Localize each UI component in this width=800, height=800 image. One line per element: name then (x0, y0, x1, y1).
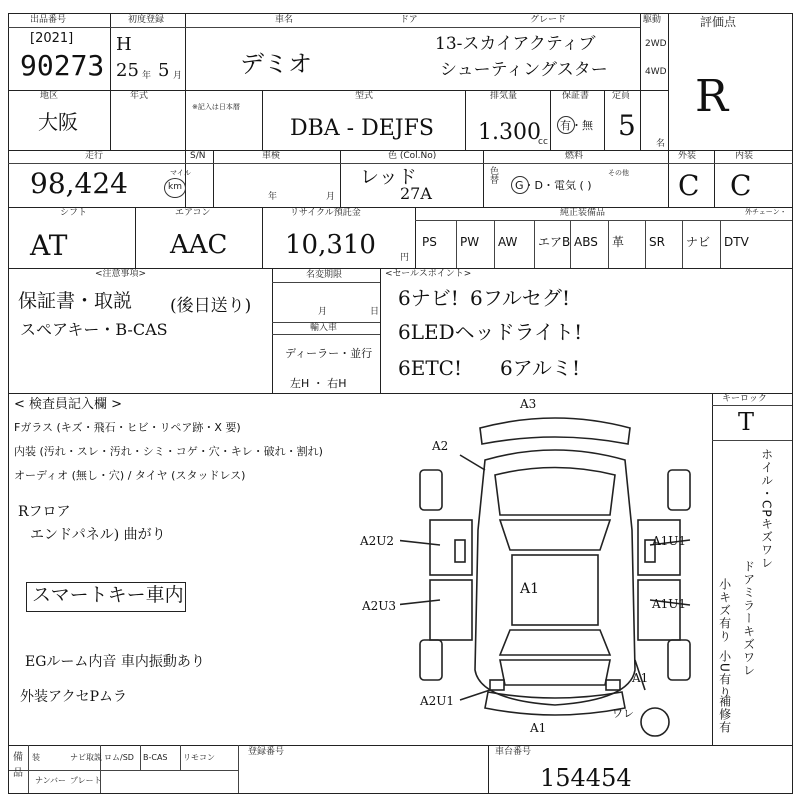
region-value: 大阪 (38, 110, 78, 134)
key-lock-value: T (738, 408, 755, 436)
footer-top (8, 745, 793, 746)
key-lock-label: キーロック (722, 394, 767, 404)
color-label: 色 (Col.No) (388, 151, 437, 161)
frame-left (8, 13, 9, 793)
model-label: 型式 (355, 91, 374, 101)
reg-year: 25 (116, 60, 139, 81)
meigi-label: 名変期限 (306, 270, 343, 280)
equipment-item: DTV (724, 235, 749, 249)
equipment-item: 革 (612, 235, 625, 249)
mileage-value: 98,424 (30, 167, 128, 200)
accessory-label: B-CAS (143, 753, 168, 762)
diagram-front-left: A2 (432, 439, 449, 453)
equipment-item: AW (498, 235, 518, 249)
diagram-right-front: A1U1 (652, 534, 687, 548)
sales-point-3: 6LEDヘッドライト! (398, 320, 583, 344)
inspector-note-3: EGルーム内音 車内振動あり (25, 654, 205, 670)
exhibit-label: 出品番号 (30, 15, 67, 25)
inspection-label: 車検 (262, 151, 281, 161)
car-name: デミオ (240, 50, 312, 78)
plate-label-2: プレート (70, 776, 102, 785)
warranty-label: 保証書 (562, 91, 590, 101)
footer-left: 備 品 (13, 752, 23, 779)
dealer-options: ディーラー・並行 (285, 347, 373, 360)
caution-text2: スペアキー・B-CAS (20, 320, 168, 339)
side-note-5: 補修有 (717, 695, 732, 734)
equipment-item: PW (460, 235, 480, 249)
displacement-value: 1.300 (478, 120, 541, 145)
chassis-value: 154454 (540, 764, 632, 792)
sales-point-4: 6ETC! (398, 356, 463, 380)
inspector-note-2: エンドパネル) 曲がり (30, 527, 166, 543)
lot-number: 90273 (20, 49, 105, 82)
inspector-title: < 検査員記入欄 > (14, 397, 123, 412)
equipment-item: エアB (538, 235, 571, 249)
grade-line1: 13-スカイアクティブ (435, 34, 596, 54)
fuel-options: G・D・電気 ( ) (515, 179, 592, 192)
door-label: ドア (400, 15, 418, 25)
caution-label: <注意事項> (95, 269, 147, 279)
accessory-label: リモコン (183, 753, 215, 762)
side-note-2: 小キズ有り (717, 578, 732, 643)
interior-value: C (730, 169, 752, 202)
equipment-item: PS (422, 235, 437, 249)
plate-label-1: ナンバー (35, 776, 67, 785)
sales-label: <セールスポイント> (385, 269, 472, 279)
model-year-label: 年式 (130, 91, 149, 101)
interior-line: 内装 (汚れ・スレ・汚れ・シミ・コゲ・穴・キレ・破れ・割れ) (14, 445, 323, 458)
diagram-rear-left: A2U1 (420, 694, 455, 708)
warranty-circle (557, 116, 575, 134)
ac-value: AAC (170, 230, 228, 260)
accessory-label: ナビ取説 (70, 753, 102, 762)
smart-key-note: スマートキー車内 (32, 584, 184, 606)
diagram-top: A3 (520, 397, 537, 411)
reg-era: H (116, 34, 132, 55)
grade-line2: シューティングスター (440, 60, 608, 80)
score-value: R (695, 71, 729, 122)
auction-inspection-sheet: 出品番号 初度登録 車名 ドア グレード 駆動 評価点 [2021] 90273 H 25 年 5 月 デミオ 13-スカイアクティブ シューティングスター 2WD 4WD R 年式 地区 ※記入は日本暦 型式 排気量 保証書 定員 大阪 DBA - DEJFS 1.300 cc 有・無 5 名 走行 S/N 車検 色 (Col.No) 燃料 外装 内装 98,424 マイル km 年 月 レッド 27A 色替 G・D・電気 ( ) その他 C C シフト エアコン リサイクル預託金 純正装備品 外チェーン・ AT AAC 10,310 円 PS PW AW エアB ABS 革 SR ナビ DTV <注意事項> 保証書・取説 スペアキー・B-CAS (後日送り) 名変期限 月 日 輸入車 ディーラー・並行 左H ・ 右H <セールスポイント> 6ナビ! 6フルセグ! 6LEDヘッドライト! 6ETC! 6アルミ! < 検査員記入欄 > Fガラス (キズ・飛石・ヒビ・リペア跡・X 要) 内装 (汚れ・スレ・汚れ・シミ・コゲ・穴・キレ・破れ・割れ) オーディオ (無し・穴) / タイヤ (スタッドレス) Rフロア エンドパネル) 曲がり スマートキー車内 EGルーム内音 車内振動あり 外装アクセPムラ A3 A2 A2U2 A1U1 A1 A2U3 A1U1 A2U1 A1 A1 ワレ キーロック T ホイル・CPキズワレ ドアミラーキズワレ 小キズ有り 小U有り 補修有 備 品 装 ナビ取説 ロム/SD B-CAS リモコン ナンバー プレート 登録番号 車台番号 154454 (0, 0, 800, 800)
equipment-item: ナビ (686, 235, 711, 249)
caution-text3: (後日送り) (170, 296, 252, 316)
diagram-left-rear: A2U3 (362, 599, 397, 613)
inspector-note-1: Rフロア (18, 504, 71, 520)
audio-line: オーディオ (無し・穴) / タイヤ (スタッドレス) (14, 469, 246, 482)
recycle-value: 10,310 (285, 230, 376, 260)
year-bracket: [2021] (30, 31, 74, 46)
sales-point-5: 6アルミ! (500, 356, 580, 380)
glass-line: Fガラス (キズ・飛石・ヒビ・リペア跡・X 要) (14, 421, 241, 434)
diagram-center: A1 (520, 581, 540, 597)
drive-2wd: 2WD (645, 39, 667, 49)
sales-point-1: 6ナビ! (398, 286, 459, 310)
chassis-label: 車台番号 (495, 747, 532, 757)
warranty-options: 有・無 (560, 119, 593, 132)
capacity-value: 5 (618, 109, 636, 142)
row3-bottom (8, 207, 793, 208)
frame-right (792, 13, 793, 793)
color-code: 27A (400, 184, 432, 203)
equipment-item: SR (649, 235, 665, 249)
reg-no-label: 登録番号 (248, 747, 285, 757)
notes-bottom (8, 393, 793, 394)
sales-point-2: 6フルセグ! (470, 286, 570, 310)
frame-top (8, 13, 793, 14)
diagram-rear-right: A1 (632, 671, 649, 685)
inspector-note-4: 外装アクセPムラ (20, 689, 127, 705)
ac-label: エアコン (175, 208, 211, 218)
drive-label: 駆動 (643, 15, 662, 25)
accessory-label: 装 (32, 753, 40, 762)
side-note-1: ホイル・CPキズワレ (759, 448, 774, 570)
region-label: 地区 (40, 91, 59, 101)
reg-month: 5 (158, 60, 170, 81)
drive-4wd: 4WD (645, 67, 667, 77)
exterior-value: C (678, 169, 700, 202)
side-note-3: ドアミラーキズワレ (741, 560, 756, 677)
color-value: レッド (360, 166, 417, 188)
diagram-rear: A1 (530, 721, 547, 735)
equipment-item: ABS (574, 235, 598, 249)
accessory-label: ロム/SD (104, 753, 134, 762)
recycle-label: リサイクル預託金 (290, 208, 361, 218)
shift-label: シフト (60, 208, 88, 218)
shift-value: AT (30, 229, 68, 262)
displacement-label: 排気量 (490, 91, 518, 101)
handle-options: 左H ・ 右H (290, 377, 347, 390)
reg-label: 初度登録 (128, 15, 165, 25)
fuel-label: 燃料 (565, 151, 584, 161)
equipment-label: 純正装備品 (560, 208, 606, 218)
diagram-left-front: A2U2 (360, 534, 395, 548)
diagram-wale: ワレ (612, 707, 634, 720)
model-value: DBA - DEJFS (290, 116, 434, 141)
diagram-right-rear: A1U1 (652, 597, 687, 611)
side-note-4: 小U有り (717, 650, 732, 699)
score-label: 評価点 (700, 15, 737, 29)
import-label: 輸入車 (310, 323, 338, 333)
footer-mid (8, 770, 238, 771)
grade-label: グレード (530, 15, 567, 25)
mileage-label: 走行 (85, 151, 104, 161)
capacity-label: 定員 (612, 91, 631, 101)
car-name-label: 車名 (275, 15, 294, 25)
caution-text1: 保証書・取説 (18, 290, 133, 312)
